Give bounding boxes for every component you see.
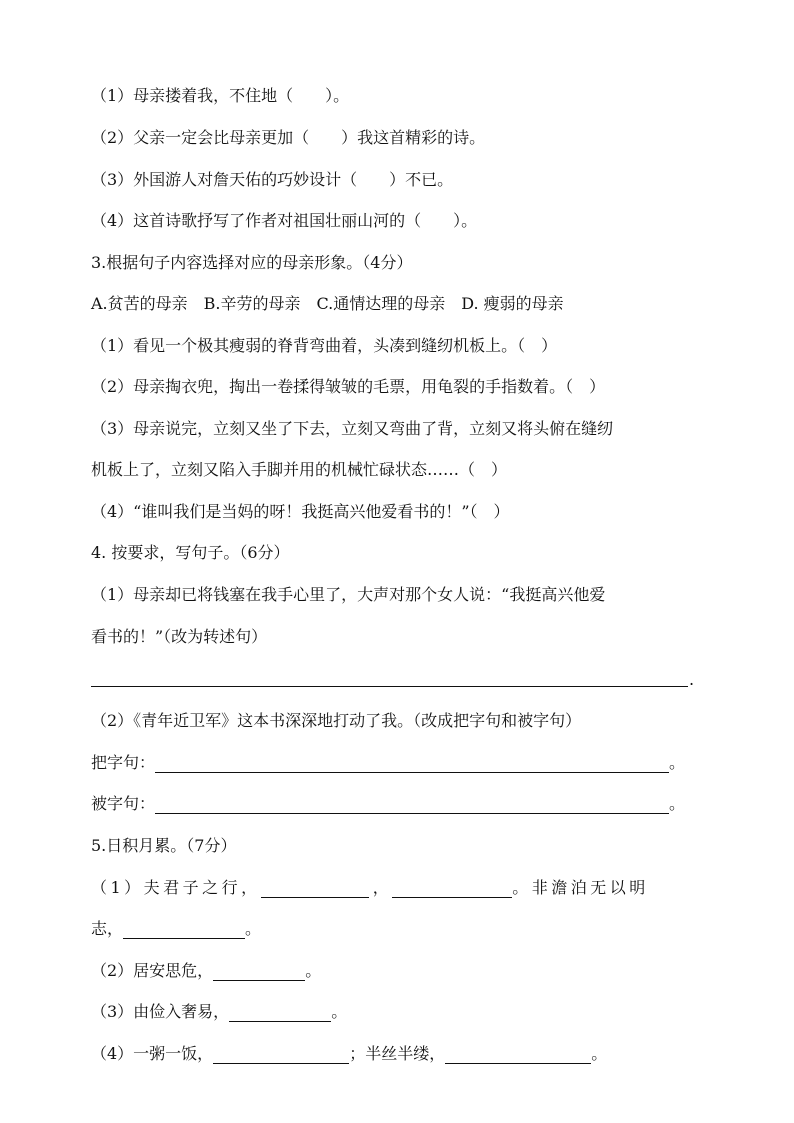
q2-item-1: （1）母亲搂着我，不住地（ ）。 bbox=[91, 86, 350, 105]
q5-item-4-blank-a[interactable] bbox=[213, 1049, 349, 1064]
q5-item-1-line2-prefix: 志， bbox=[91, 919, 124, 938]
q3-title: 3.根据句子内容选择对应的母亲形象。（4分） bbox=[91, 253, 413, 272]
q2-item-2: （2）父亲一定会比母亲更加（ ）我这首精彩的诗。 bbox=[91, 128, 486, 147]
q5-item-4-blank-b[interactable] bbox=[445, 1049, 591, 1064]
q3-item-3-line1: （3）母亲说完，立刻又坐了下去，立刻又弯曲了背，立刻又将头俯在缝纫 bbox=[91, 419, 614, 438]
q5-item-4-mid: ；半丝半缕， bbox=[349, 1044, 446, 1063]
q5-item-4-prefix: （4）一粥一饭， bbox=[91, 1044, 214, 1063]
q4-answer-line[interactable] bbox=[91, 686, 688, 687]
q5-item-2-blank[interactable] bbox=[213, 966, 305, 981]
q5-item-3-end-mark: 。 bbox=[331, 1002, 348, 1021]
q5-item-2-end-mark: 。 bbox=[305, 961, 322, 980]
q5-item-1-blank-b[interactable] bbox=[392, 883, 512, 898]
q4-item-1-line1: （1）母亲却已将钱塞在我手心里了，大声对那个女人说：“我挺高兴他爱 bbox=[91, 585, 606, 604]
bei-end-mark: 。 bbox=[669, 794, 686, 813]
q5-item-3-blank[interactable] bbox=[229, 1007, 331, 1022]
ba-end-mark: 。 bbox=[669, 753, 686, 772]
ba-answer-blank[interactable] bbox=[155, 758, 669, 773]
q4-item-1-line2: 看书的！”（改为转述句） bbox=[91, 627, 268, 646]
q5-item-4-end-mark: 。 bbox=[591, 1044, 608, 1063]
q4-answer-end-mark: . bbox=[689, 670, 695, 689]
ba-label: 把字句： bbox=[91, 753, 156, 772]
q3-item-2: （2）母亲掏衣兜，掏出一卷揉得皱皱的毛票，用龟裂的手指数着。（ ） bbox=[91, 377, 606, 396]
q3-item-3-line2: 机板上了，立刻又陷入手脚并用的机械忙碌状态……（ ） bbox=[91, 460, 508, 479]
bei-label: 被字句： bbox=[91, 794, 156, 813]
q3-item-4: （4）“谁叫我们是当妈的呀！我挺高兴他爱看书的！”（ ） bbox=[91, 502, 510, 521]
q5-item-2-prefix: （2）居安思危， bbox=[91, 961, 214, 980]
q4-ba-row bbox=[91, 753, 685, 773]
q5-item-1-blank-c[interactable] bbox=[123, 924, 245, 939]
q5-item-3-prefix: （3）由俭入奢易， bbox=[91, 1002, 230, 1021]
q4-title: 4. 按要求，写句子。（6分） bbox=[91, 543, 290, 562]
q5-item-1-prefix: （1）夫君子之行， bbox=[91, 878, 261, 897]
q2-item-4: （4）这首诗歌抒写了作者对祖国壮丽山河的（ ）。 bbox=[91, 211, 478, 230]
q5-item-1-line2 bbox=[91, 919, 261, 939]
q5-item-1-end-mark: 。 bbox=[245, 919, 262, 938]
q2-item-3: （3）外国游人对詹天佑的巧妙设计（ ）不已。 bbox=[91, 170, 454, 189]
q3-options: A.贫苦的母亲 B.辛劳的母亲 C.通情达理的母亲 D. 瘦弱的母亲 bbox=[91, 294, 564, 313]
q4-item-2: （2）《青年近卫军》这本书深深地打动了我。（改成把字句和被字句） bbox=[91, 711, 582, 730]
bei-answer-blank[interactable] bbox=[155, 799, 669, 814]
q5-item-1-tail: 。非澹泊无以明 bbox=[512, 878, 649, 897]
q5-item-1-line1 bbox=[91, 878, 649, 898]
q5-title: 5.日积月累。（7分） bbox=[91, 836, 237, 855]
q5-item-4 bbox=[91, 1044, 607, 1064]
q3-item-1: （1）看见一个极其瘦弱的脊背弯曲着，头凑到缝纫机板上。（ ） bbox=[91, 336, 558, 355]
q5-item-3 bbox=[91, 1002, 347, 1022]
q5-item-2 bbox=[91, 961, 321, 981]
q5-item-1-comma: ， bbox=[372, 878, 393, 897]
q4-bei-row bbox=[91, 794, 685, 814]
q5-item-1-blank-a[interactable] bbox=[261, 883, 369, 898]
